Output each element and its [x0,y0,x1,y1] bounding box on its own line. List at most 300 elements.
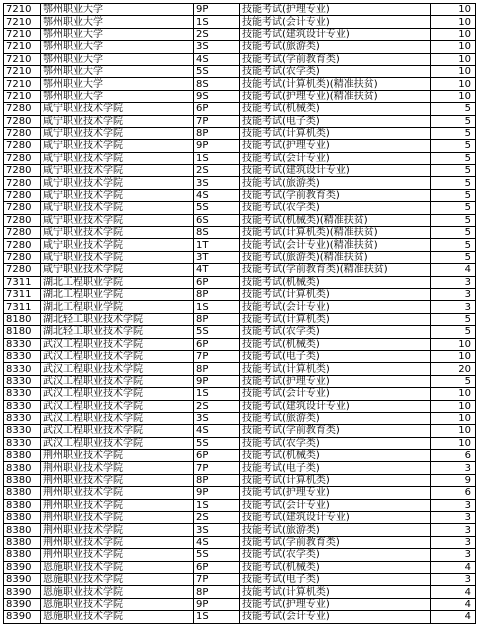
school-code-cell: 7280 [4,202,41,214]
exam-type-cell: 技能考试(建筑设计专业) [240,400,431,412]
quota-cell: 5 [431,375,476,387]
table-row [4,115,476,127]
table-row [4,239,476,251]
category-code-cell: 5S [194,65,240,77]
category-code-cell: 8S [194,227,240,239]
school-code-cell: 7210 [4,4,41,16]
quota-cell: 3 [431,549,476,561]
table-row [4,487,476,499]
table-row [4,53,476,65]
exam-type-cell: 技能考试(学前教育类) [240,425,431,437]
table-row [4,499,476,511]
exam-type-cell: 技能考试(计算机类)(精准扶贫) [240,78,431,90]
quota-cell: 5 [431,251,476,263]
table-row [4,78,476,90]
school-code-cell: 7280 [4,103,41,115]
quota-cell: 3 [431,573,476,585]
quota-cell: 3 [431,276,476,288]
quota-cell: 20 [431,363,476,375]
quota-cell: 4 [431,611,476,623]
quota-cell: 3 [431,462,476,474]
school-code-cell: 7210 [4,78,41,90]
quota-cell: 10 [431,400,476,412]
quota-cell: 5 [431,103,476,115]
school-code-cell: 7210 [4,53,41,65]
exam-type-cell: 技能考试(会计专业) [240,499,431,511]
quota-cell: 4 [431,561,476,573]
school-code-cell: 7280 [4,251,41,263]
exam-type-cell: 技能考试(机械类) [240,276,431,288]
school-code-cell: 7210 [4,16,41,28]
table-row [4,598,476,610]
exam-type-cell: 技能考试(农学类) [240,437,431,449]
school-name-cell: 湖北工程职业学院 [41,288,194,300]
school-name-cell: 武汉工程职业技术学院 [41,375,194,387]
school-code-cell: 8330 [4,363,41,375]
school-code-cell: 8330 [4,375,41,387]
school-name-cell: 恩施职业技术学院 [41,611,194,623]
quota-cell: 4 [431,598,476,610]
exam-type-cell: 技能考试(学前教育类) [240,53,431,65]
school-name-cell: 武汉工程职业技术学院 [41,338,194,350]
exam-type-cell: 技能考试(护理专业) [240,140,431,152]
category-code-cell: 3T [194,251,240,263]
table-row [4,288,476,300]
table-row [4,524,476,536]
exam-type-cell: 技能考试(会计专业)(精准扶贫) [240,239,431,251]
table-row [4,586,476,598]
quota-cell: 5 [431,214,476,226]
school-name-cell: 咸宁职业技术学院 [41,103,194,115]
exam-type-cell: 技能考试(会计专业) [240,152,431,164]
school-name-cell: 武汉工程职业技术学院 [41,412,194,424]
table-row [4,227,476,239]
school-name-cell: 湖北轻工职业技术学院 [41,313,194,325]
school-name-cell: 武汉工程职业技术学院 [41,350,194,362]
school-code-cell: 7280 [4,152,41,164]
school-name-cell: 咸宁职业技术学院 [41,165,194,177]
school-code-cell: 8330 [4,388,41,400]
category-code-cell: 9P [194,4,240,16]
quota-cell: 10 [431,90,476,102]
school-name-cell: 荆州职业技术学院 [41,499,194,511]
category-code-cell: 1S [194,301,240,313]
category-code-cell: 3S [194,177,240,189]
exam-type-cell: 技能考试(电子类) [240,462,431,474]
category-code-cell: 5S [194,549,240,561]
category-code-cell: 6P [194,103,240,115]
table-row [4,152,476,164]
table-row [4,363,476,375]
school-code-cell: 8330 [4,338,41,350]
exam-type-cell: 技能考试(农学类) [240,65,431,77]
category-code-cell: 4S [194,189,240,201]
category-code-cell: 6S [194,214,240,226]
exam-type-cell: 技能考试(护理专业) [240,375,431,387]
exam-type-cell: 技能考试(农学类) [240,202,431,214]
category-code-cell: 4S [194,53,240,65]
table-row [4,462,476,474]
category-code-cell: 1S [194,388,240,400]
quota-cell: 10 [431,65,476,77]
quota-cell: 10 [431,16,476,28]
quota-cell: 5 [431,326,476,338]
exam-type-cell: 技能考试(旅游类) [240,412,431,424]
exam-type-cell: 技能考试(旅游类) [240,41,431,53]
exam-type-cell: 技能考试(护理专业) [240,598,431,610]
school-code-cell: 8390 [4,611,41,623]
quota-cell: 5 [431,189,476,201]
school-name-cell: 荆州职业技术学院 [41,524,194,536]
quota-cell: 5 [431,127,476,139]
school-code-cell: 8390 [4,598,41,610]
table-row [4,202,476,214]
school-code-cell: 8380 [4,450,41,462]
school-code-cell: 7280 [4,239,41,251]
table-row [4,276,476,288]
table-row [4,561,476,573]
category-code-cell: 3S [194,524,240,536]
table-row [4,189,476,201]
category-code-cell: 1S [194,152,240,164]
category-code-cell: 9S [194,90,240,102]
exam-type-cell: 技能考试(会计专业) [240,388,431,400]
table-row [4,573,476,585]
table-row [4,437,476,449]
quota-cell: 5 [431,165,476,177]
category-code-cell: 2S [194,512,240,524]
exam-type-cell: 技能考试(会计专业) [240,16,431,28]
school-code-cell: 7311 [4,301,41,313]
school-code-cell: 7210 [4,65,41,77]
school-code-cell: 7311 [4,288,41,300]
school-name-cell: 咸宁职业技术学院 [41,227,194,239]
category-code-cell: 9P [194,598,240,610]
school-code-cell: 8330 [4,425,41,437]
school-code-cell: 8380 [4,549,41,561]
school-name-cell: 湖北轻工职业技术学院 [41,326,194,338]
table-row [4,28,476,40]
category-code-cell: 8S [194,78,240,90]
table-row [4,65,476,77]
category-code-cell: 8P [194,127,240,139]
exam-type-cell: 技能考试(建筑设计专业) [240,28,431,40]
school-name-cell: 荆州职业技术学院 [41,450,194,462]
table-row [4,512,476,524]
school-code-cell: 7280 [4,115,41,127]
category-code-cell: 1S [194,499,240,511]
exam-type-cell: 技能考试(建筑设计专业) [240,512,431,524]
school-code-cell: 8380 [4,524,41,536]
exam-type-cell: 技能考试(机械类)(精准扶贫) [240,214,431,226]
table-row [4,375,476,387]
category-code-cell: 6P [194,276,240,288]
quota-cell: 5 [431,140,476,152]
category-code-cell: 7P [194,462,240,474]
category-code-cell: 1S [194,16,240,28]
table-row [4,536,476,548]
quota-cell: 6 [431,450,476,462]
exam-type-cell: 技能考试(计算机类) [240,313,431,325]
category-code-cell: 2S [194,400,240,412]
table-row [4,350,476,362]
category-code-cell: 7P [194,573,240,585]
category-code-cell: 8P [194,313,240,325]
school-code-cell: 8390 [4,561,41,573]
exam-type-cell: 技能考试(旅游类)(精准扶贫) [240,251,431,263]
school-code-cell: 8380 [4,462,41,474]
school-name-cell: 咸宁职业技术学院 [41,239,194,251]
school-name-cell: 咸宁职业技术学院 [41,177,194,189]
table-row [4,4,476,16]
school-code-cell: 8330 [4,412,41,424]
exam-type-cell: 技能考试(计算机类)(精准扶贫) [240,227,431,239]
exam-type-cell: 技能考试(建筑设计专业) [240,165,431,177]
category-code-cell: 5S [194,202,240,214]
quota-cell: 6 [431,487,476,499]
school-code-cell: 8330 [4,350,41,362]
school-name-cell: 咸宁职业技术学院 [41,264,194,276]
school-code-cell: 8380 [4,499,41,511]
exam-type-cell: 技能考试(护理专业) [240,487,431,499]
quota-cell: 10 [431,338,476,350]
school-name-cell: 鄂州职业大学 [41,90,194,102]
school-name-cell: 鄂州职业大学 [41,78,194,90]
exam-type-cell: 技能考试(计算机类) [240,288,431,300]
table-row [4,611,476,623]
exam-type-cell: 技能考试(旅游类) [240,524,431,536]
admission-plan-table [3,3,476,624]
school-name-cell: 鄂州职业大学 [41,53,194,65]
category-code-cell: 8P [194,586,240,598]
quota-cell: 10 [431,28,476,40]
school-code-cell: 7280 [4,227,41,239]
category-code-cell: 7P [194,115,240,127]
exam-type-cell: 技能考试(机械类) [240,103,431,115]
school-code-cell: 7210 [4,90,41,102]
school-code-cell: 7280 [4,264,41,276]
table-body [4,4,476,624]
quota-cell: 10 [431,41,476,53]
category-code-cell: 1T [194,239,240,251]
category-code-cell: 9P [194,140,240,152]
category-code-cell: 2S [194,165,240,177]
category-code-cell: 6P [194,450,240,462]
school-code-cell: 8180 [4,313,41,325]
table-row [4,425,476,437]
category-code-cell: 5S [194,437,240,449]
school-name-cell: 咸宁职业技术学院 [41,251,194,263]
school-name-cell: 咸宁职业技术学院 [41,214,194,226]
quota-cell: 4 [431,264,476,276]
exam-type-cell: 技能考试(计算机类) [240,363,431,375]
school-code-cell: 8380 [4,487,41,499]
exam-type-cell: 技能考试(农学类) [240,326,431,338]
school-code-cell: 7280 [4,140,41,152]
school-name-cell: 武汉工程职业技术学院 [41,388,194,400]
table-row [4,338,476,350]
school-name-cell: 咸宁职业技术学院 [41,202,194,214]
exam-type-cell: 技能考试(机械类) [240,338,431,350]
quota-cell: 10 [431,53,476,65]
exam-type-cell: 技能考试(农学类) [240,549,431,561]
exam-type-cell: 技能考试(电子类) [240,350,431,362]
quota-cell: 10 [431,388,476,400]
table-row [4,140,476,152]
table-row [4,474,476,486]
exam-type-cell: 技能考试(机械类) [240,561,431,573]
school-name-cell: 鄂州职业大学 [41,4,194,16]
school-name-cell: 荆州职业技术学院 [41,536,194,548]
exam-type-cell: 技能考试(计算机类) [240,586,431,598]
school-name-cell: 武汉工程职业技术学院 [41,425,194,437]
school-name-cell: 武汉工程职业技术学院 [41,400,194,412]
category-code-cell: 5S [194,326,240,338]
category-code-cell: 8P [194,288,240,300]
school-name-cell: 湖北工程职业学院 [41,276,194,288]
category-code-cell: 9P [194,375,240,387]
quota-cell: 9 [431,474,476,486]
table-row [4,412,476,424]
school-name-cell: 鄂州职业大学 [41,16,194,28]
school-name-cell: 恩施职业技术学院 [41,598,194,610]
school-name-cell: 鄂州职业大学 [41,65,194,77]
quota-cell: 3 [431,512,476,524]
school-name-cell: 咸宁职业技术学院 [41,189,194,201]
exam-type-cell: 技能考试(旅游类) [240,177,431,189]
table-row [4,127,476,139]
category-code-cell: 2S [194,28,240,40]
category-code-cell: 3S [194,412,240,424]
category-code-cell: 1S [194,611,240,623]
school-name-cell: 武汉工程职业技术学院 [41,363,194,375]
school-name-cell: 荆州职业技术学院 [41,512,194,524]
table-row [4,301,476,313]
school-name-cell: 荆州职业技术学院 [41,462,194,474]
table-row [4,388,476,400]
school-name-cell: 恩施职业技术学院 [41,586,194,598]
quota-cell: 10 [431,437,476,449]
quota-cell: 5 [431,115,476,127]
exam-type-cell: 技能考试(计算机类) [240,127,431,139]
quota-cell: 3 [431,499,476,511]
exam-type-cell: 技能考试(护理专业) [240,4,431,16]
school-name-cell: 鄂州职业大学 [41,41,194,53]
table-row [4,177,476,189]
table-row [4,41,476,53]
quota-cell: 10 [431,350,476,362]
school-code-cell: 7280 [4,189,41,201]
table-row [4,264,476,276]
category-code-cell: 7P [194,350,240,362]
school-code-cell: 8330 [4,400,41,412]
table-row [4,90,476,102]
exam-type-cell: 技能考试(会计专业) [240,301,431,313]
category-code-cell: 8P [194,474,240,486]
quota-cell: 3 [431,524,476,536]
school-name-cell: 咸宁职业技术学院 [41,140,194,152]
quota-cell: 5 [431,202,476,214]
quota-cell: 5 [431,239,476,251]
table-row [4,16,476,28]
school-code-cell: 7280 [4,127,41,139]
table-row [4,214,476,226]
category-code-cell: 3S [194,41,240,53]
school-code-cell: 7280 [4,177,41,189]
school-code-cell: 8380 [4,536,41,548]
exam-type-cell: 技能考试(电子类) [240,573,431,585]
category-code-cell: 4S [194,425,240,437]
school-name-cell: 咸宁职业技术学院 [41,127,194,139]
quota-cell: 3 [431,301,476,313]
table-row [4,251,476,263]
school-code-cell: 7210 [4,28,41,40]
table-row [4,400,476,412]
exam-type-cell: 技能考试(学前教育类)(精准扶贫) [240,264,431,276]
school-code-cell: 8390 [4,586,41,598]
school-name-cell: 武汉工程职业技术学院 [41,437,194,449]
exam-type-cell: 技能考试(会计专业) [240,611,431,623]
table-row [4,549,476,561]
quota-cell: 10 [431,412,476,424]
school-name-cell: 咸宁职业技术学院 [41,115,194,127]
school-name-cell: 荆州职业技术学院 [41,549,194,561]
school-code-cell: 7280 [4,214,41,226]
quota-cell: 5 [431,227,476,239]
exam-type-cell: 技能考试(机械类) [240,450,431,462]
quota-cell: 10 [431,4,476,16]
exam-type-cell: 技能考试(电子类) [240,115,431,127]
school-name-cell: 恩施职业技术学院 [41,561,194,573]
quota-cell: 5 [431,177,476,189]
quota-cell: 5 [431,152,476,164]
category-code-cell: 6P [194,561,240,573]
school-name-cell: 湖北工程职业学院 [41,301,194,313]
quota-cell: 10 [431,425,476,437]
school-name-cell: 咸宁职业技术学院 [41,152,194,164]
school-code-cell: 8380 [4,512,41,524]
table-row [4,313,476,325]
quota-cell: 5 [431,313,476,325]
school-name-cell: 荆州职业技术学院 [41,487,194,499]
category-code-cell: 4T [194,264,240,276]
quota-cell: 10 [431,78,476,90]
school-name-cell: 恩施职业技术学院 [41,573,194,585]
exam-type-cell: 技能考试(护理专业)(精准扶贫) [240,90,431,102]
school-code-cell: 7280 [4,165,41,177]
quota-cell: 3 [431,288,476,300]
school-name-cell: 荆州职业技术学院 [41,474,194,486]
table-row [4,326,476,338]
category-code-cell: 4S [194,536,240,548]
category-code-cell: 9P [194,487,240,499]
school-code-cell: 8330 [4,437,41,449]
category-code-cell: 6P [194,338,240,350]
school-code-cell: 8180 [4,326,41,338]
school-code-cell: 7210 [4,41,41,53]
exam-type-cell: 技能考试(计算机类) [240,474,431,486]
table-row [4,103,476,115]
table-row [4,165,476,177]
school-code-cell: 8380 [4,474,41,486]
quota-cell: 3 [431,536,476,548]
table-row [4,450,476,462]
school-code-cell: 7311 [4,276,41,288]
category-code-cell: 8P [194,363,240,375]
exam-type-cell: 技能考试(学前教育类) [240,189,431,201]
school-code-cell: 8390 [4,573,41,585]
exam-type-cell: 技能考试(学前教育类) [240,536,431,548]
